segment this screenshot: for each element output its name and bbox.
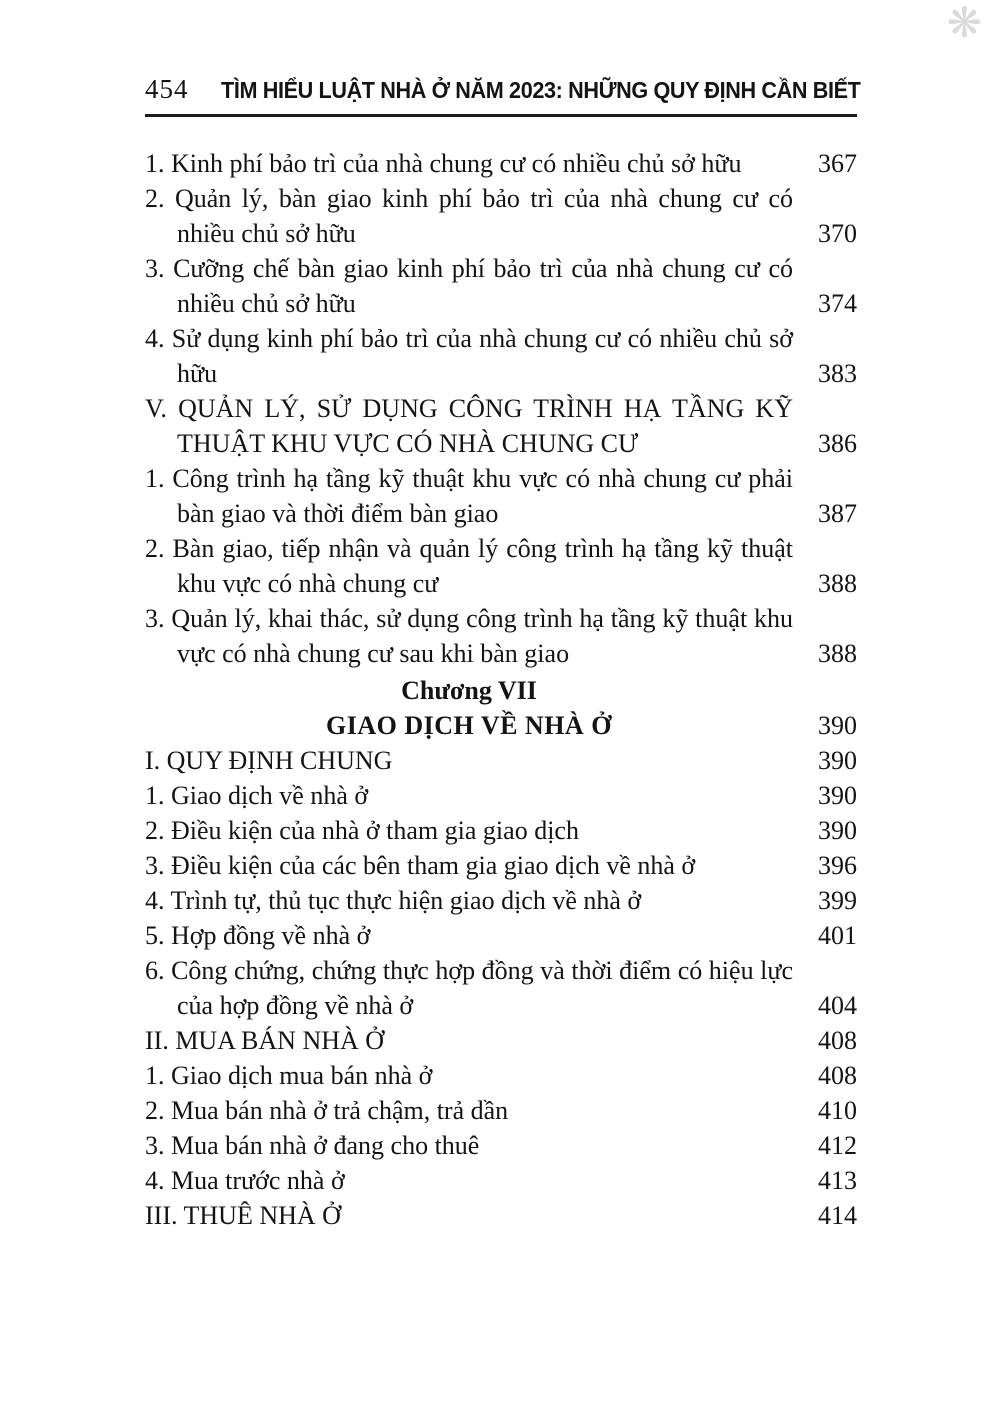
- toc-entry: [145, 601, 857, 671]
- toc-entry-page: 413: [818, 1166, 857, 1195]
- toc-entry: [145, 251, 857, 321]
- toc-entry-page: 390: [818, 711, 857, 740]
- page-number: 454: [145, 74, 189, 104]
- toc-entry-page: 401: [818, 921, 857, 950]
- toc-entry-page: 412: [818, 1131, 857, 1160]
- toc-entry: [145, 391, 857, 461]
- toc-entry-text: 1. Giao dịch về nhà ở: [145, 781, 369, 810]
- toc-entry: [145, 743, 857, 778]
- toc-entry: [145, 953, 857, 1023]
- toc-entry-text: 2. Điều kiện của nhà ở tham gia giao dịch: [145, 816, 579, 845]
- toc-entry-text: 3. Mua bán nhà ở đang cho thuê: [145, 1131, 480, 1160]
- toc-list: [145, 146, 857, 1233]
- toc-entry-page: 408: [818, 1061, 857, 1090]
- toc-entry-text: 1. Công trình hạ tầng kỹ thuật khu vực có nhà chung cư phải bàn giao và thời điểm bàn giao: [145, 464, 793, 528]
- toc-entry-text: 3. Điều kiện của các bên tham gia giao dịch về nhà ở: [145, 851, 696, 880]
- toc-entry-text: GIAO DỊCH VỀ NHÀ Ở: [326, 711, 612, 740]
- toc-entry-page: 390: [818, 816, 857, 845]
- toc-entry-page: 396: [818, 851, 857, 880]
- toc-entry-page: 390: [818, 781, 857, 810]
- toc-entry: [145, 181, 857, 251]
- toc-entry-page: 414: [818, 1201, 857, 1230]
- toc-entry-text: 3. Cưỡng chế bàn giao kinh phí bảo trì của nhà chung cư có nhiều chủ sở hữu: [145, 254, 793, 318]
- running-header-title: TÌM HIỂU LUẬT NHÀ Ở NĂM 2023: NHỮNG QUY ĐỊNH CẦN BIẾT: [220, 77, 860, 103]
- toc-entry-page: 387: [818, 499, 857, 528]
- toc-entry: [145, 708, 857, 743]
- toc-entry: [145, 1023, 857, 1058]
- running-header: [145, 74, 860, 117]
- toc-entry: [145, 1093, 857, 1128]
- toc-entry-text: 1. Kinh phí bảo trì của nhà chung cư có nhiều chủ sở hữu: [145, 149, 742, 178]
- toc-entry-page: 399: [818, 886, 857, 915]
- toc-entry: [145, 531, 857, 601]
- toc-entry-text: 2. Bàn giao, tiếp nhận và quản lý công trình hạ tầng kỹ thuật khu vực có nhà chung cư: [145, 534, 793, 598]
- toc-entry-page: 383: [818, 359, 857, 388]
- flower-watermark-icon: ❋: [946, 0, 982, 47]
- toc-entry-page: 370: [818, 219, 857, 248]
- toc-entry-text: I. QUY ĐỊNH CHUNG: [145, 746, 393, 775]
- toc-entry-text: 3. Quản lý, khai thác, sử dụng công trình hạ tầng kỹ thuật khu vực có nhà chung cư sau khi bàn giao: [145, 604, 793, 668]
- toc-entry-page: 410: [818, 1096, 857, 1125]
- toc-entry-page: 374: [818, 289, 857, 318]
- toc-entry: [145, 1198, 857, 1233]
- toc-entry-page: 408: [818, 1026, 857, 1055]
- toc-entry-page: 390: [818, 746, 857, 775]
- toc-entry: [145, 461, 857, 531]
- toc-entry-page: 388: [818, 639, 857, 668]
- toc-entry-text: 4. Sử dụng kinh phí bảo trì của nhà chung cư có nhiều chủ sở hữu: [145, 324, 793, 388]
- toc-entry-text: 4. Trình tự, thủ tục thực hiện giao dịch về nhà ở: [145, 886, 642, 915]
- toc-entry-text: II. MUA BÁN NHÀ Ở: [145, 1026, 385, 1055]
- toc-entry-text: 6. Công chứng, chứng thực hợp đồng và thời điểm có hiệu lực của hợp đồng về nhà ở: [145, 956, 793, 1020]
- toc-entry-text: 5. Hợp đồng về nhà ở: [145, 921, 371, 950]
- toc-entry: [145, 918, 857, 953]
- toc-entry: [145, 813, 857, 848]
- toc-entry: [145, 883, 857, 918]
- toc-entry-text: Chương VII: [401, 676, 537, 705]
- toc-entry-text: 1. Giao dịch mua bán nhà ở: [145, 1061, 433, 1090]
- toc-entry-text: 2. Mua bán nhà ở trả chậm, trả dần: [145, 1096, 509, 1125]
- toc-entry-text: 2. Quản lý, bàn giao kinh phí bảo trì của nhà chung cư có nhiều chủ sở hữu: [145, 184, 793, 248]
- toc-entry-page: 404: [818, 991, 857, 1020]
- toc-entry: [145, 1163, 857, 1198]
- toc-entry: [145, 1058, 857, 1093]
- toc-entry-text: III. THUÊ NHÀ Ở: [145, 1201, 341, 1230]
- toc-entry: [145, 848, 857, 883]
- toc-entry-text: V. QUẢN LÝ, SỬ DỤNG CÔNG TRÌNH HẠ TẦNG KỸ THUẬT KHU VỰC CÓ NHÀ CHUNG CƯ: [145, 394, 793, 458]
- toc-entry-page: 367: [818, 149, 857, 178]
- toc-entry: [145, 146, 857, 181]
- toc-entry: [145, 673, 857, 708]
- toc-entry-page: 388: [818, 569, 857, 598]
- toc-entry: [145, 778, 857, 813]
- toc-entry-page: 386: [818, 429, 857, 458]
- toc-entry: [145, 1128, 857, 1163]
- toc-entry-text: 4. Mua trước nhà ở: [145, 1166, 345, 1195]
- toc-entry: [145, 321, 857, 391]
